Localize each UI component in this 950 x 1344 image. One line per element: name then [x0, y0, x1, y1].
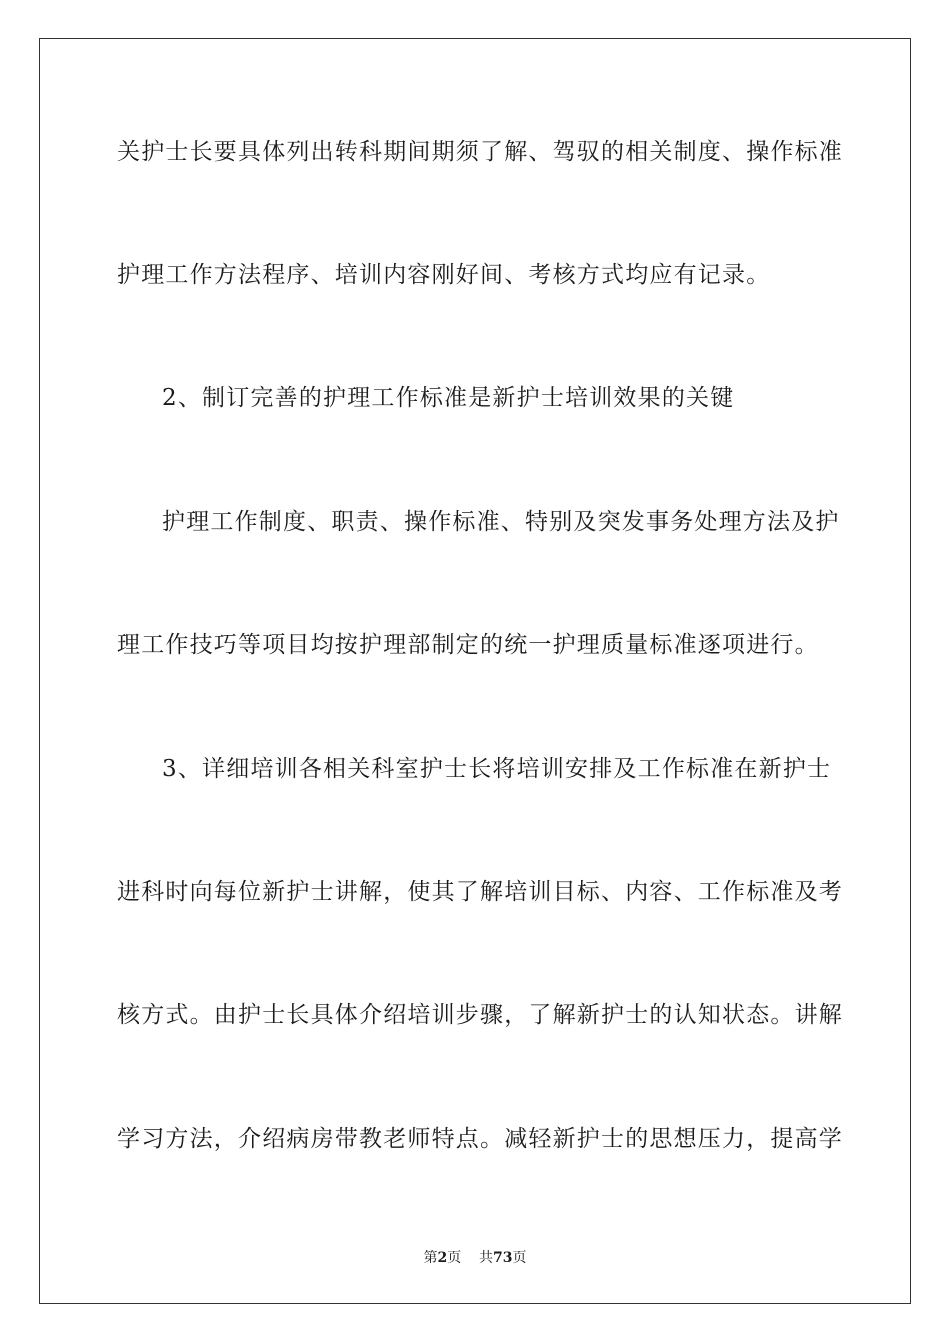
- text-line-6: 3、详细培训各相关科室护士长将培训安排及工作标准在新护士: [162, 756, 832, 782]
- text-line-9: 学习方法，介绍病房带教老师特点。减轻新护士的思想压力，提高学: [117, 1126, 843, 1152]
- page-prefix: 第: [423, 1250, 438, 1266]
- page-footer: [0, 1249, 950, 1267]
- total-unit: 页: [512, 1250, 527, 1266]
- text-line-5: 理工作技巧等项目均按护理部制定的统一护理质量标准逐项进行。: [117, 632, 819, 658]
- page-border: [39, 38, 911, 1304]
- page-unit: 页: [447, 1250, 462, 1266]
- page-total: 73: [493, 1250, 513, 1266]
- text-line-2: 护理工作方法程序、培训内容刚好间、考核方式均应有记录。: [117, 262, 771, 288]
- text-line-1: 关护士长要具体列出转科期间期须了解、驾驭的相关制度、操作标准: [117, 139, 843, 165]
- text-line-7: 进科时向每位新护士讲解，使其了解培训目标、内容、工作标准及考: [117, 879, 843, 905]
- page-current: 2: [437, 1250, 448, 1266]
- total-prefix: 共: [479, 1250, 494, 1266]
- text-line-8: 核方式。由护士长具体介绍培训步骤，了解新护士的认知状态。讲解: [117, 1002, 843, 1028]
- text-line-4: 护理工作制度、职责、操作标准、特别及突发事务处理方法及护: [162, 509, 840, 535]
- text-line-3: 2、制订完善的护理工作标准是新护士培训效果的关键: [162, 385, 735, 411]
